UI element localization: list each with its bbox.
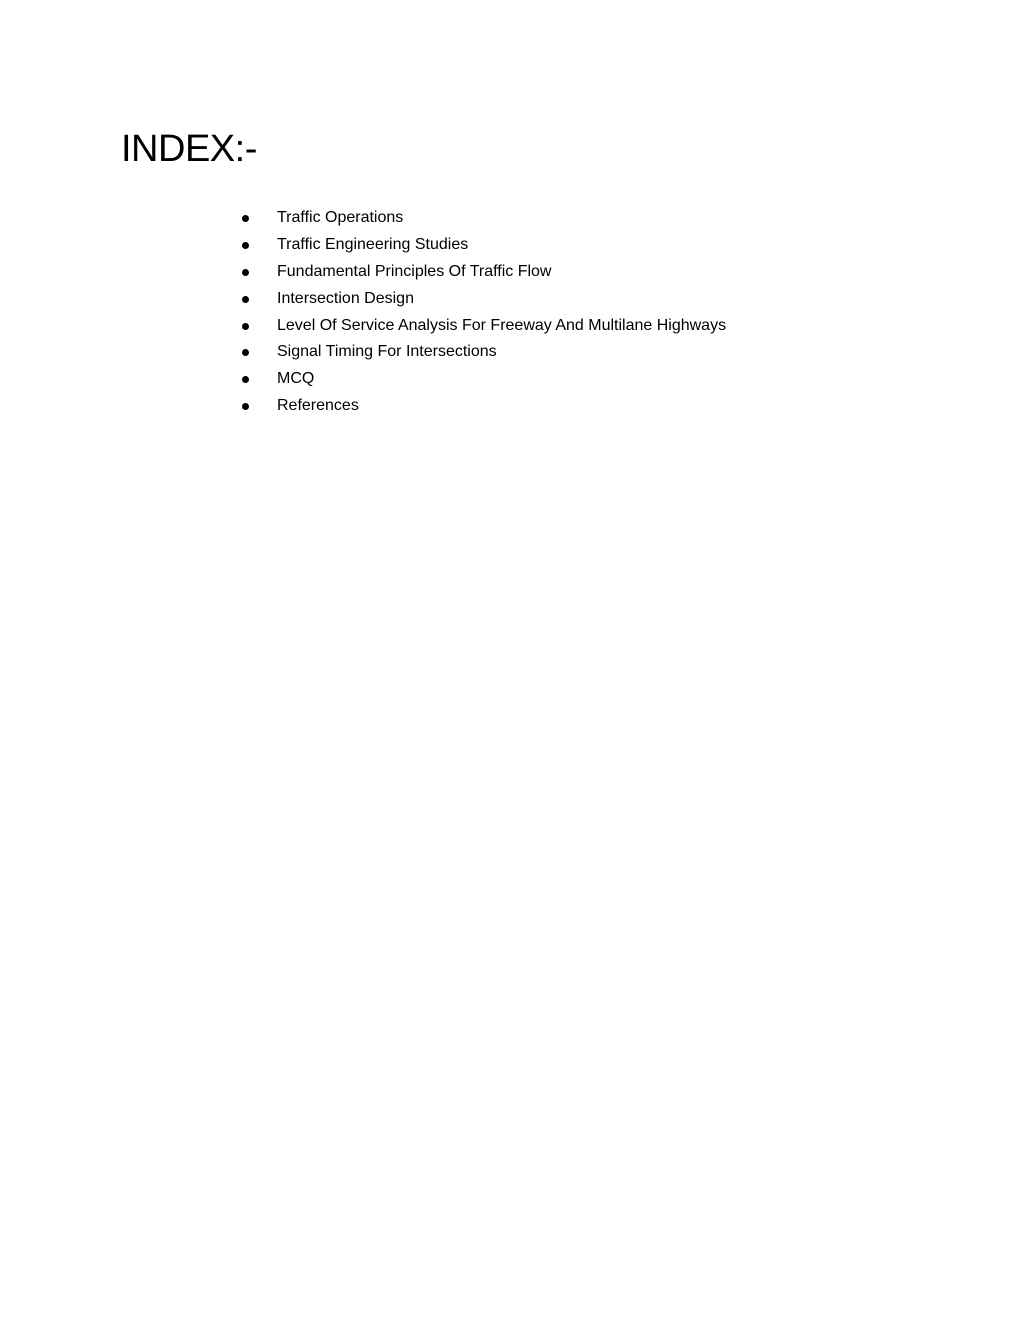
bullet-icon: [242, 323, 249, 330]
bullet-icon: [242, 403, 249, 410]
list-item-text: Fundamental Principles Of Traffic Flow: [277, 262, 552, 280]
list-item-text: Intersection Design: [277, 289, 414, 307]
list-item-text: Level Of Service Analysis For Freeway And Multilane Highways: [277, 316, 727, 334]
bullet-icon: [242, 242, 249, 249]
list-item-text: References: [277, 397, 359, 415]
bullet-icon: [242, 215, 249, 222]
list-item-text: MCQ: [277, 370, 315, 388]
index-heading: INDEX:-: [121, 128, 257, 170]
bullet-icon: [242, 376, 249, 383]
bullet-icon: [242, 296, 249, 303]
list-item-text: Signal Timing For Intersections: [277, 343, 497, 361]
list-item-text: Traffic Engineering Studies: [277, 235, 469, 253]
bullet-icon: [242, 269, 249, 276]
bullet-icon: [242, 349, 249, 356]
list-item-text: Traffic Operations: [277, 209, 404, 226]
